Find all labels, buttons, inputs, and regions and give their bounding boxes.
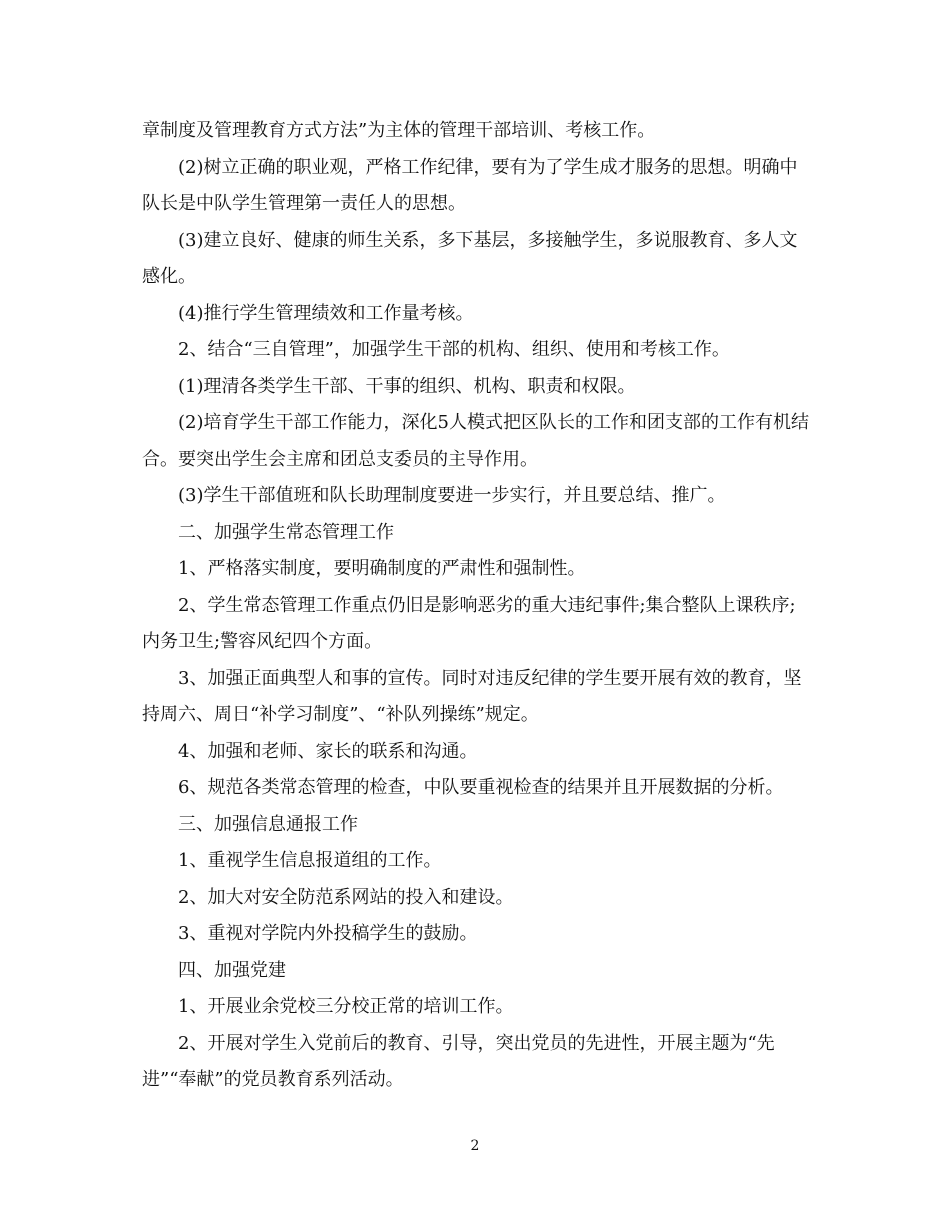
paragraph-10: 1、严格落实制度，要明确制度的严肃性和强制性。	[178, 558, 586, 579]
paragraph-14: 6、规范各类常态管理的检查，中队要重视检查的结果并且开展数据的分析。	[178, 777, 784, 798]
paragraph-18: 3、重视对学院内外投稿学生的鼓励。	[178, 923, 478, 944]
paragraph-12: 3、加强正面典型人和事的宣传。同时对违反纪律的学生要开展有效的教育，坚持周六、周日“补学习制度”、“补队列操练”规定。	[142, 667, 802, 725]
paragraph-8: (3)学生干部值班和队长助理制度要进一步实行，并且要总结、推广。	[178, 485, 726, 506]
paragraph-4: (4)推行学生管理绩效和工作量考核。	[178, 302, 474, 324]
paragraph-20: 1、开展业余党校三分校正常的培训工作。	[178, 996, 514, 1017]
section-heading-4: 四、加强党建	[178, 959, 286, 981]
paragraph-17: 2、加大对安全防范系网站的投入和建设。	[178, 886, 514, 908]
section-heading-3: 三、加强信息通报工作	[178, 813, 358, 835]
paragraph-7: (2)培育学生干部工作能力，深化5人模式把区队长的工作和团支部的工作有机结合。要突出学生会主席和团总支委员的主导作用。	[142, 412, 809, 470]
paragraph-5: 2、结合“三自管理”，加强学生干部的机构、组织、使用和考核工作。	[178, 339, 730, 360]
paragraph-6: (1)理清各类学生干部、干事的组织、机构、职责和权限。	[178, 375, 636, 397]
paragraph-3: (3)建立良好、健康的师生关系，多下基层，多接触学生，多说服教育、多人文感化。	[142, 229, 798, 287]
paragraph-13: 4、加强和老师、家长的联系和沟通。	[178, 740, 478, 762]
paragraph-11: 2、学生常态管理工作重点仍旧是影响恶劣的重大违纪事件;集合整队上课秩序;内务卫生;警容风纪四个方面。	[142, 594, 796, 652]
document-body	[142, 113, 810, 1099]
paragraph-16: 1、重视学生信息报道组的工作。	[178, 850, 442, 871]
paragraph-2: (2)树立正确的职业观，严格工作纪律，要有为了学生成才服务的思想。明确中队长是中队学生管理第一责任人的思想。	[142, 156, 798, 214]
page-number: 2	[470, 1138, 480, 1154]
paragraph-1: 章制度及管理教育方式方法”为主体的管理干部培训、考核工作。	[142, 120, 656, 141]
paragraph-21: 2、开展对学生入党前后的教育、引导，突出党员的先进性，开展主题为“先进”“奉献”的党员教育系列活动。	[142, 1032, 775, 1090]
section-heading-2: 二、加强学生常态管理工作	[178, 521, 394, 543]
